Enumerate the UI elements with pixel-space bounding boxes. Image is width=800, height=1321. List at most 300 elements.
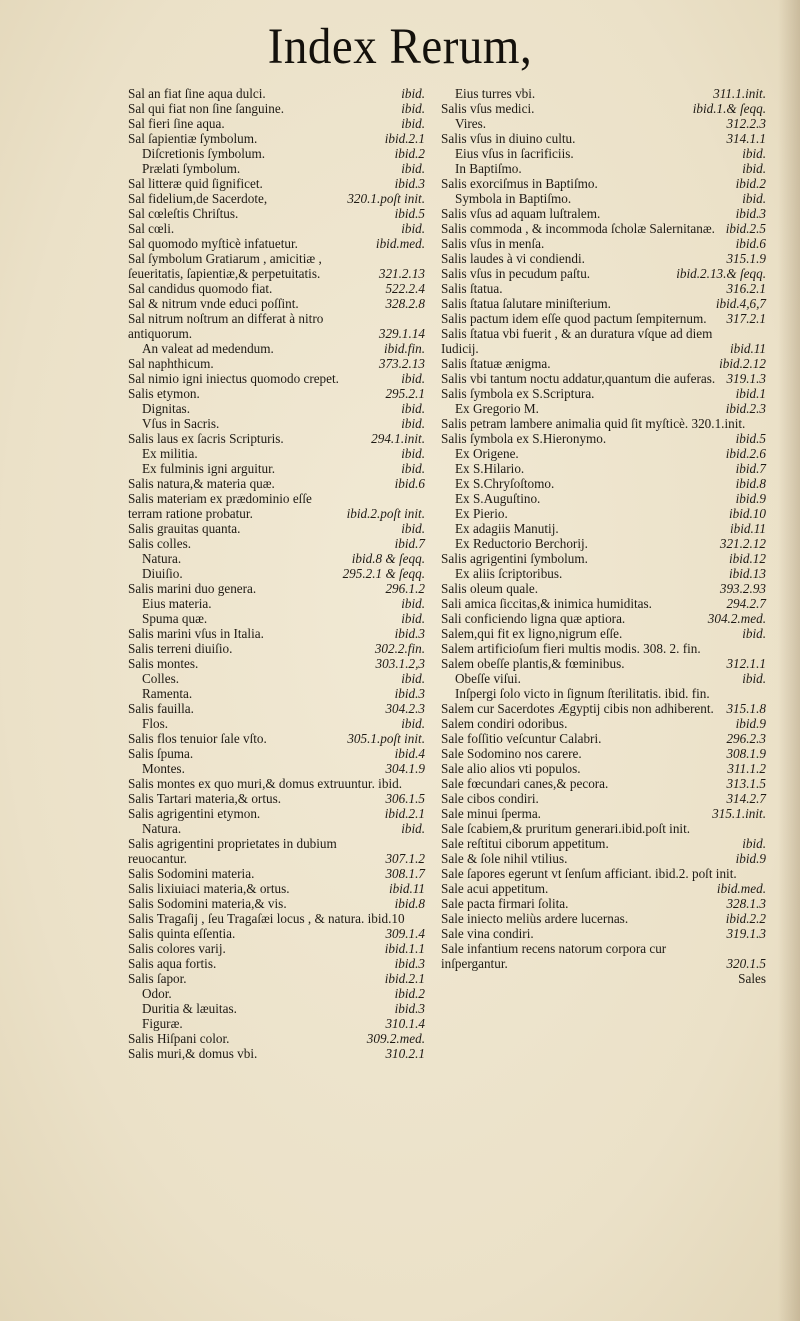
index-entry [128,761,425,776]
index-entry-text: Symbola in Baptiſmo. [455,191,572,206]
index-entry [128,296,425,311]
index-entry-ref: 317.2.1 [726,311,766,326]
index-entry [441,416,766,431]
index-entry-ref: 294.1.init. [371,431,425,446]
index-entry [128,431,425,446]
index-entry [128,791,425,806]
index-entry-ref: 304.2.med. [707,611,766,626]
index-entry-ref: ibid.12 [729,551,766,566]
index-entry-text: Salis etymon. [128,386,200,401]
index-entry-text: Sal an fiat ſine aqua dulci. [128,86,266,101]
index-entry [441,866,766,881]
index-entry [128,176,425,191]
index-entry [441,266,766,281]
index-entry-ref: ibid.1.& ſeqq. [692,101,766,116]
index-entry-ref: 321.2.12 [719,536,766,551]
index-entry-ref: ibid. [401,221,425,236]
index-entry-text: Obeſſe viſui. [455,671,521,686]
index-entry [441,401,766,416]
index-entry-ref: ibid.6 [394,476,425,491]
index-entry [441,536,766,551]
index-entry-ref: ibid.9 [735,491,766,506]
index-entry-ref: ibid. [401,401,425,416]
index-entry-text: Sal qui fiat non ſine ſanguine. [128,101,285,116]
index-entry-text: Salis Tragaſij , ſeu Tragaſæi locus , & natura. ibid.10 [128,911,405,926]
index-entry [128,941,425,956]
index-entry-ref: 329.1.14 [378,326,425,341]
index-entry [128,986,425,1001]
index-entry-text: Salem condiri odoribus. [441,716,568,731]
index-entry-ref: ibid.3 [735,206,766,221]
index-entry-text: Ramenta. [142,686,193,701]
index-entry-ref: 306.1.5 [385,791,425,806]
index-entry [441,626,766,641]
index-entry-text: Sal candidus quomodo fiat. [128,281,273,296]
index-entry [128,566,425,581]
index-entry-text: Salis marini duo genera. [128,581,257,596]
index-entry [128,251,425,281]
index-entry-ref: ibid.9 [735,851,766,866]
index-entry-ref: 309.2.med. [366,1031,425,1046]
index-entry-text: Sal quomodo myſticè infatuetur. [128,236,298,251]
index-entry-ref: 311.1.2 [727,761,766,776]
index-entry [441,746,766,761]
index-entry-ref: ibid.4,6,7 [715,296,766,311]
index-entry-ref: ibid.2.1 [384,131,425,146]
index-entry [441,911,766,926]
index-entry [128,341,425,356]
index-entry-ref: 296.2.3 [726,731,766,746]
index-entry [128,581,425,596]
index-entry-text: Sale ſcabiem,& pruritum generari.ibid.poſt init. [441,821,691,836]
index-entry-ref: 319.1.3 [726,371,766,386]
index-entry-text: Ex Pierio. [455,506,508,521]
index-entry-text: Salis marini vſus in Italia. [128,626,264,641]
index-entry-ref: ibid. [401,611,425,626]
index-entry-ref: ibid. [401,461,425,476]
index-entry-text: Sal nimio igni iniectus quomodo crepet. [128,371,339,386]
index-entry [441,671,766,686]
index-entry [441,896,766,911]
index-entry [128,206,425,221]
index-entry-ref: ibid. [401,101,425,116]
index-entry-ref: ibid. [742,671,766,686]
index-entry-text: Eius vſus in ſacrificiis. [455,146,574,161]
index-entry-ref: 373.2.13 [378,356,425,371]
index-entry-text: Natura. [142,551,182,566]
index-entry-text: Montes. [142,761,185,776]
index-entry-text: Inſpergi ſolo victo in ſignum ſterilitatis. ibid. fin. [455,686,710,701]
index-entry [441,86,766,101]
index-entry-text: Salis fauilla. [128,701,194,716]
index-entry-text: Salis colles. [128,536,192,551]
index-entry [128,866,425,881]
index-entry-text: Ex S.Chryſoſtomo. [455,476,555,491]
index-entry [128,461,425,476]
index-entry-ref: 328.2.8 [385,296,425,311]
index-entry [441,551,766,566]
index-entry-text: Salis vſus in diuino cultu. [441,131,576,146]
index-entry-ref: ibid.2.3 [725,401,766,416]
index-entry-ref: 312.2.3 [726,116,766,131]
index-column-right [441,86,766,986]
index-entry [441,296,766,311]
index-entry-text: Natura. [142,821,182,836]
index-entry [441,566,766,581]
index-entry [128,536,425,551]
index-entry-ref: 308.1.7 [385,866,425,881]
index-entry [441,461,766,476]
index-entry [128,896,425,911]
page-gutter-shadow [778,0,800,1321]
index-entry-ref: ibid.2.12 [719,356,766,371]
index-entry [441,236,766,251]
index-entry [128,821,425,836]
index-entry-text: Ex S.Auguſtino. [455,491,541,506]
index-entry-ref: 295.2.1 [385,386,425,401]
index-entry-ref: 315.1.init. [712,806,766,821]
index-entry-ref: 305.1.poſt init. [347,731,425,746]
index-entry [441,176,766,191]
index-entry-ref: ibid. [742,146,766,161]
index-entry-text: Vſus in Sacris. [142,416,220,431]
index-entry-ref: 315.1.8 [726,701,766,716]
index-entry-ref: ibid.9 [735,716,766,731]
index-entry-text: Salis muri,& domus vbi. [128,1046,258,1061]
index-entry [128,371,425,386]
index-entry-ref: ibid.2.13.& ſeqq. [676,266,766,281]
index-entry-ref: 522.2.4 [385,281,425,296]
index-entry [441,806,766,821]
index-entry-text: Salis oleum quale. [441,581,539,596]
index-entry-ref: ibid. [401,416,425,431]
index-entry [441,581,766,596]
index-entry-text: Ex militia. [142,446,198,461]
index-entry [441,251,766,266]
index-entry-ref: 315.1.9 [726,251,766,266]
index-entry [128,746,425,761]
index-entry-ref: ibid.2 [735,176,766,191]
index-entry-ref: 304.2.3 [385,701,425,716]
index-entry-text: Salis materiam ex prædominio eſſe terram ratione probatur. [128,491,312,521]
index-entry [441,491,766,506]
index-entry-text: Sale infantium recens natorum corpora cur inſpergantur. [441,941,667,971]
index-entry-text: Ex Gregorio M. [455,401,539,416]
index-entry [128,671,425,686]
index-entry-ref: ibid.5 [394,206,425,221]
index-entry-text: Salis vſus ad aquam luſtralem. [441,206,601,221]
index-entry [128,116,425,131]
index-entry-ref: ibid. [401,821,425,836]
page-title [0,20,800,82]
index-entry-ref: ibid. [401,671,425,686]
index-entry-text: Salis agrigentini ſymbolum. [441,551,588,566]
index-entry [441,521,766,536]
index-entry-ref: 309.1.4 [385,926,425,941]
index-entry [441,506,766,521]
index-entry-text: Ex Reductorio Berchorij. [455,536,588,551]
index-entry-ref: ibid.1 [735,386,766,401]
index-entry-ref: ibid.7 [394,536,425,551]
index-entry-text: Salis exorciſmus in Baptiſmo. [441,176,598,191]
index-entry [441,161,766,176]
index-entry-text: Flos. [142,716,169,731]
index-entry [441,941,766,971]
index-entry [441,101,766,116]
index-entry-ref: ibid.med. [716,881,766,896]
index-entry-text: In Baptiſmo. [455,161,522,176]
index-entry-text: An valeat ad medendum. [142,341,274,356]
index-entry-ref: ibid.3 [394,956,425,971]
index-entry-text: Salem,qui fit ex ligno,nigrum eſſe. [441,626,623,641]
index-entry [441,686,766,701]
index-entry-ref: ibid. [401,446,425,461]
index-entry-text: Sal naphthicum. [128,356,214,371]
index-entry-text: Salis laus ex ſacris Scripturis. [128,431,284,446]
index-entry [441,386,766,401]
index-entry [128,911,425,926]
index-entry [128,956,425,971]
index-entry-ref: ibid.2 [394,986,425,1001]
index-entry [128,686,425,701]
index-entry-text: Salis Hiſpani color. [128,1031,230,1046]
index-entry-ref: ibid.5 [735,431,766,446]
index-entry-text: Salem artificioſum fieri multis modis. 308. 2. fin. [441,641,701,656]
index-entry [441,611,766,626]
index-column-left [128,86,425,1061]
index-entry [128,161,425,176]
index-entry-ref: ibid. [401,86,425,101]
index-entry [128,281,425,296]
index-entry-text: Eius turres vbi. [455,86,536,101]
index-entry-ref: ibid.11 [388,881,425,896]
index-entry [128,701,425,716]
index-entry-ref: 313.1.5 [726,776,766,791]
index-entry [128,521,425,536]
index-entry [128,191,425,206]
index-entry-ref: ibid.6 [735,236,766,251]
index-entry-text: Ex adagiis Manutij. [455,521,559,536]
index-entry-text: Ex Origene. [455,446,519,461]
index-entry-ref: ibid. [401,116,425,131]
index-entry-ref: ibid. [401,521,425,536]
index-entry-text: Sale & ſole nihil vtilius. [441,851,568,866]
index-entry-ref: ibid.2.5 [725,221,766,236]
index-entry [128,221,425,236]
index-entry-text: Sal litteræ quid ſignificet. [128,176,263,191]
index-entry [128,716,425,731]
index-entry [441,701,766,716]
index-entry [441,791,766,806]
index-entry [441,776,766,791]
index-entry-text: Sale vina condiri. [441,926,534,941]
index-entry [128,641,425,656]
index-entry-text: Salis lixiuiaci materia,& ortus. [128,881,290,896]
index-entry [128,146,425,161]
index-entry [441,446,766,461]
index-entry-ref: ibid.2.2 [725,911,766,926]
index-entry [128,446,425,461]
index-entry [128,731,425,746]
index-entry-text: Sales [738,971,766,986]
index-entry-text: Sal ſymbolum Gratiarum , amicitiæ , ſeueritatis, ſapientiæ,& perpetuitatis. [128,251,322,281]
index-entry-text: Sale foſſitio veſcuntur Calabri. [441,731,602,746]
index-entry-text: Salis Sodomini materia. [128,866,255,881]
index-entry [128,656,425,671]
index-entry [441,881,766,896]
index-entry-ref: ibid.3 [394,686,425,701]
index-entry-text: Vires. [455,116,487,131]
index-entry [441,146,766,161]
index-entry-text: Sali amica ſiccitas,& inimica humiditas. [441,596,652,611]
index-entry-text: Sali conficiendo ligna quæ aptiora. [441,611,626,626]
index-entry [441,596,766,611]
index-entry [441,476,766,491]
index-entry-ref: 295.2.1 & ſeqq. [342,566,425,581]
index-entry [441,836,766,851]
index-entry [128,611,425,626]
index-entry-text: Sal cœleſtis Chriſtus. [128,206,239,221]
index-entry-ref: 320.1.5 [726,956,766,971]
index-entry-text: Sale pacta firmari ſolita. [441,896,569,911]
index-entry-ref: 294.2.7 [726,596,766,611]
index-entry-ref: 311.1.init. [713,86,766,101]
index-entry-text: Salis colores varij. [128,941,226,956]
index-entry [441,761,766,776]
index-entry-text: Prælati ſymbolum. [142,161,241,176]
index-entry-text: Sal ſapientiæ ſymbolum. [128,131,258,146]
index-entry [128,1016,425,1031]
index-entry-ref: 303.1.2,3 [375,656,425,671]
index-entry-ref: ibid. [742,836,766,851]
index-entry-text: Salem cur Sacerdotes Ægyptij cibis non adhiberent. [441,701,714,716]
index-entry [128,626,425,641]
index-entry-text: Salis vſus in pecudum paſtu. [441,266,591,281]
index-entry-text: Sale fœcundari canes,& pecora. [441,776,609,791]
index-entry-text: Sal nitrum noſtrum an differat à nitro antiquorum. [128,311,324,341]
index-entry-ref: 307.1.2 [385,851,425,866]
index-entry-ref: 314.2.7 [726,791,766,806]
index-entry [128,416,425,431]
index-entry-ref: 310.1.4 [385,1016,425,1031]
index-entry [441,131,766,146]
index-entry-ref: 328.1.3 [726,896,766,911]
index-entry-text: Salis ſtatua vbi fuerit , & an duratura vſque ad diem Iudicij. [441,326,713,356]
index-entry-text: Salis quinta eſſentia. [128,926,236,941]
index-entry-ref: 314.1.1 [726,131,766,146]
index-entry-text: Duritia & læuitas. [142,1001,237,1016]
index-entry-ref: ibid. [401,371,425,386]
index-entry [441,281,766,296]
index-entry-text: Salis vſus in menſa. [441,236,545,251]
index-entry-ref: 302.2.fin. [374,641,425,656]
index-entry-ref: ibid.8 [394,896,425,911]
index-entry-text: Salis ſymbola ex S.Scriptura. [441,386,595,401]
index-entry-ref: ibid.13 [729,566,766,581]
index-entry-text: Salis ſapor. [128,971,187,986]
index-entry-text: Sal fieri ſine aqua. [128,116,225,131]
index-entry [128,131,425,146]
index-entry-text: Sale ſapores egerunt vt ſenſum afficiant. ibid.2. poſt init. [441,866,737,881]
index-entry-ref: 310.2.1 [385,1046,425,1061]
index-entry [128,596,425,611]
index-entry [128,551,425,566]
index-entry-ref: ibid.2.6 [725,446,766,461]
index-entry [128,386,425,401]
index-entry-text: Salis commoda , & incommoda ſcholæ Salernitanæ. [441,221,715,236]
index-entry [441,656,766,671]
index-entry-text: Sale iniecto meliùs ardere lucernas. [441,911,629,926]
index-entry-ref: 304.1.9 [385,761,425,776]
index-entry-ref: ibid.8 & ſeqq. [351,551,425,566]
index-entry-text: Sale alio alios vti populos. [441,761,581,776]
index-entry-text: Salis ſtatua ſalutare miniſterium. [441,296,611,311]
index-entry-ref: 320.1.poſt init. [347,191,425,206]
index-entry-ref: ibid.2 [394,146,425,161]
index-entry-ref: 296.1.2 [385,581,425,596]
index-entry-ref: ibid.7 [735,461,766,476]
index-entry-text: Salis flos tenuior ſale vſto. [128,731,267,746]
index-entry-text: Salis laudes à vi condiendi. [441,251,585,266]
index-entry [128,101,425,116]
index-entry-text: Sal & nitrum vnde educi poſſint. [128,296,299,311]
index-entry-ref: ibid. [742,191,766,206]
index-entry [441,731,766,746]
index-entry [441,821,766,836]
index-entry [441,851,766,866]
index-entry-ref: 316.2.1 [726,281,766,296]
index-entry-text: Ex fulminis igni arguitur. [142,461,276,476]
index-entry [128,401,425,416]
index-entry-ref: ibid.3 [394,626,425,641]
index-entry-text: Sale Sodomino nos carere. [441,746,582,761]
index-entry-text: Spuma quæ. [142,611,208,626]
index-entry-text: Salis montes ex quo muri,& domus extruuntur. ibid. [128,776,402,791]
index-entry-ref: ibid.med. [375,236,425,251]
index-entry [441,326,766,356]
index-entry-text: Sal cœli. [128,221,175,236]
index-entry-text: Salis natura,& materia quæ. [128,476,275,491]
index-entry-text: Sale minui ſperma. [441,806,541,821]
index-entry [128,476,425,491]
index-entry-ref: ibid. [742,626,766,641]
index-entry-text: Salis Sodomini materia,& vis. [128,896,287,911]
index-entry [441,191,766,206]
index-entry [441,311,766,326]
index-entry [128,926,425,941]
index-entry [441,971,766,986]
index-entry-text: Salem obeſſe plantis,& fœminibus. [441,656,625,671]
index-entry-text: Dignitas. [142,401,190,416]
index-entry-text: Salis agrigentini proprietates in dubium reuocantur. [128,836,337,866]
index-entry-ref: ibid.2.1 [384,971,425,986]
index-entry-text: Sal fidelium,de Sacerdote, [128,191,268,206]
index-entry-ref: 312.1.1 [726,656,766,671]
index-entry-text: Diuiſio. [142,566,183,581]
index-entry-text: Salis Tartari materia,& ortus. [128,791,282,806]
index-entry-text: Sale cibos condiri. [441,791,539,806]
index-entry [128,1001,425,1016]
index-entry [441,221,766,236]
index-entry [128,776,425,791]
index-entry [128,236,425,251]
index-entry-ref: ibid.3 [394,1001,425,1016]
index-entry-ref: 321.2.13 [378,266,425,281]
index-entry-ref: ibid.fin. [383,341,425,356]
index-entry-ref: ibid.10 [729,506,766,521]
index-entry-text: Salis ſpuma. [128,746,194,761]
index-entry-text: Ex aliis ſcriptoribus. [455,566,563,581]
